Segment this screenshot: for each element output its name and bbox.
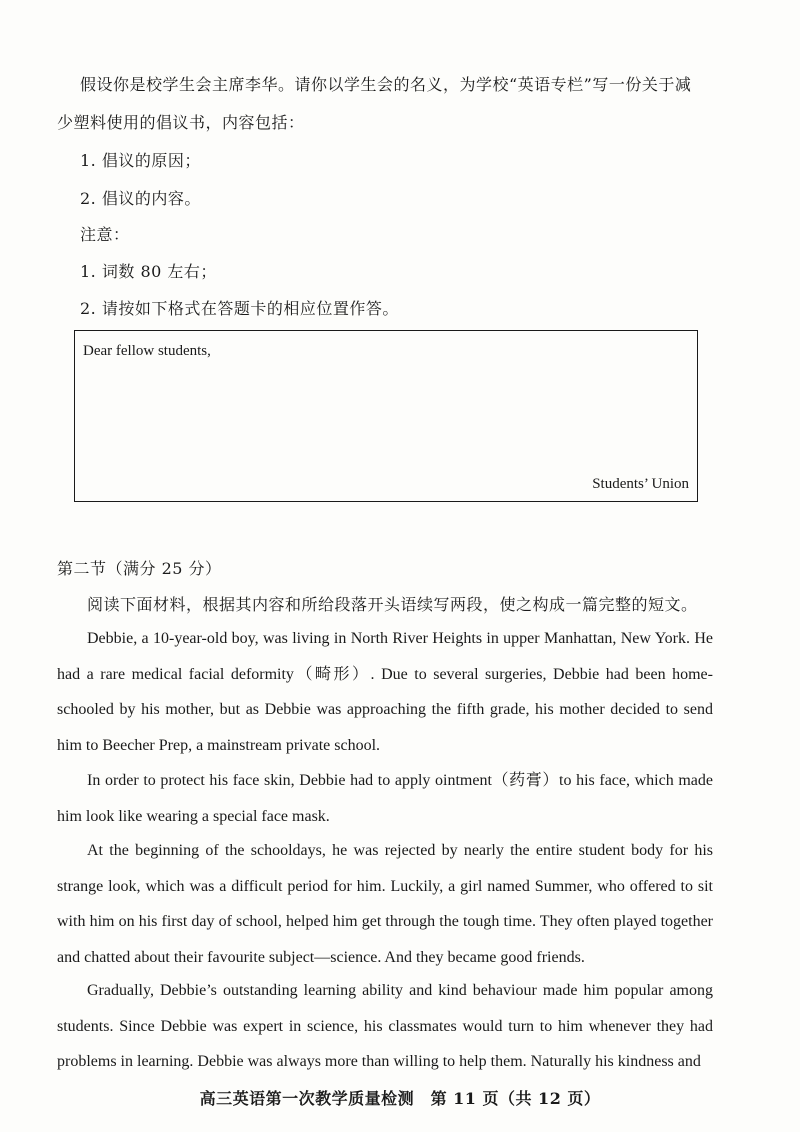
note-item-2: 2. 请按如下格式在答题卡的相应位置作答。 — [80, 299, 399, 318]
story-paragraph-1: Debbie, a 10-year-old boy, was living in North River Heights in upper Manhattan, New York. He had a rare medical facial deformity（畸形）. Due to several surgeries, Debbie had been home-schooled by his mother, but as Debbie was approaching the fifth grade, his mother decided to send him to Beecher Prep, a mainstream private school. — [57, 630, 713, 754]
letter-signature: Students’ Union — [592, 476, 689, 492]
answer-format-box — [74, 330, 698, 502]
note-label: 注意： — [80, 225, 130, 244]
letter-salutation: Dear fellow students, — [83, 343, 211, 359]
note-item-1: 1. 词数 80 左右； — [80, 262, 217, 281]
section-instruction: 阅读下面材料，根据其内容和所给段落开头语续写两段，使之构成一篇完整的短文。 — [87, 595, 698, 614]
requirement-item-1: 1. 倡议的原因； — [80, 151, 201, 170]
story-paragraph-4: Gradually, Debbie’s outstanding learning ability and kind behaviour made him popular among students. Since Debbie was expert in science, his classmates would turn to him whenever they had problems in learning. Debbie was always more than willing to help them. Naturally his kindness and — [57, 982, 713, 1070]
prompt-line-1: 假设你是校学生会主席李华。请你以学生会的名义，为学校“英语专栏”写一份关于减 — [80, 75, 692, 94]
page-footer: 高三英语第一次教学质量检测 第 11 页（共 12 页） — [199, 1089, 601, 1108]
prompt-line-2: 少塑料使用的倡议书，内容包括： — [57, 113, 305, 132]
story-paragraph-2: In order to protect his face skin, Debbie had to apply ointment（药膏）to his face, which made him look like wearing a special face mask. — [57, 772, 713, 825]
story-paragraph-3: At the beginning of the schooldays, he was rejected by nearly the entire student body for his strange look, which was a difficult period for him. Luckily, a girl named Summer, who offered to sit with him on his first day of school, helped him get through the tough time. They often played together and chatted about their favourite subject—science. And they became good friends. — [57, 842, 713, 966]
requirement-item-2: 2. 倡议的内容。 — [80, 189, 201, 208]
section-heading: 第二节（满分 25 分） — [57, 559, 222, 578]
